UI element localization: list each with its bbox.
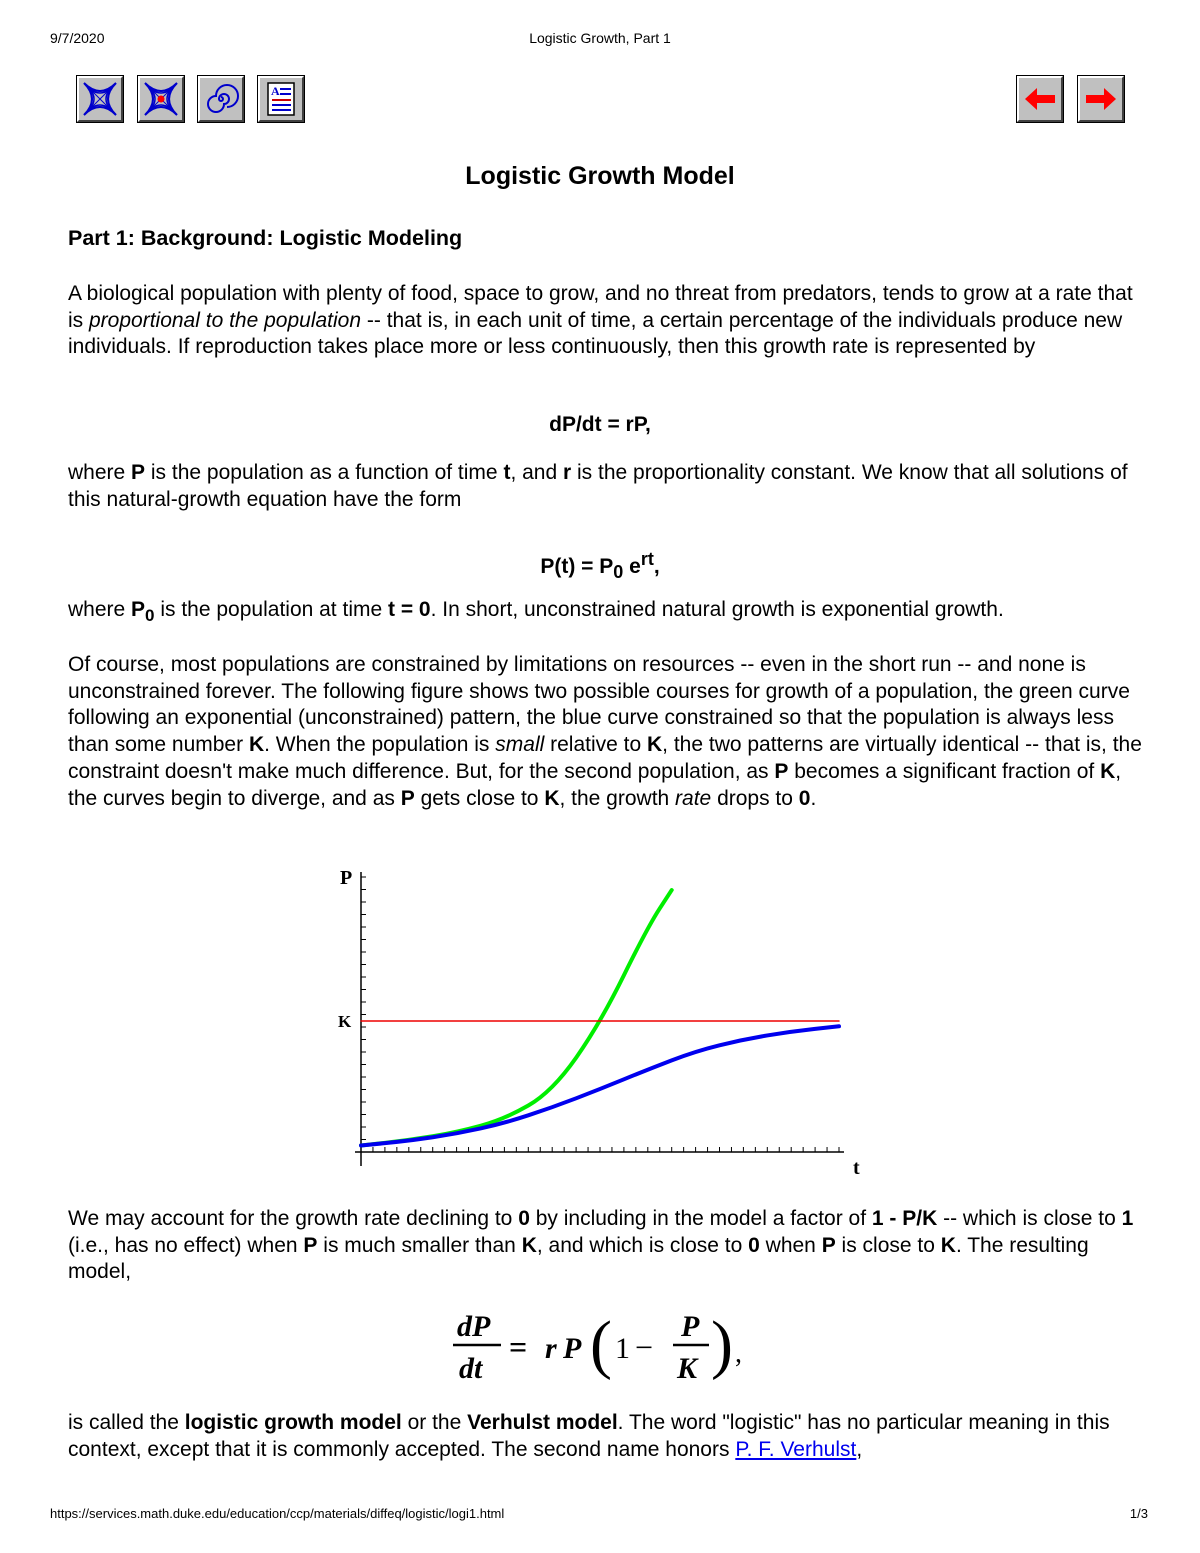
formula-r: r: [545, 1332, 557, 1365]
formula-P: P: [563, 1332, 582, 1365]
nav-button-star-node[interactable]: [77, 76, 123, 122]
formula-comma: ,: [735, 1338, 742, 1369]
verhulst-link[interactable]: P. F. Verhulst: [735, 1437, 857, 1461]
previous-page-button[interactable]: [1017, 76, 1063, 122]
paragraph-natural-growth: where P is the population as a function of time t, and r is the proportionality constant. We know that all solutions of this natural-growth equation have the form: [68, 461, 1128, 511]
series-exponential-line: [361, 890, 672, 1145]
nav-button-star-node-red[interactable]: [138, 76, 184, 122]
formula-minus: −: [635, 1329, 654, 1365]
paragraph-initial-population: where $P_0$ is the population at time t = 0. In short, unconstrained natural growth is exponential growth.: [68, 598, 1004, 626]
print-page-number: 1/3: [1129, 1506, 1148, 1521]
formula-one: 1: [615, 1332, 630, 1365]
formula-open-paren: (: [590, 1308, 612, 1381]
arrow-right-icon: [1082, 80, 1120, 118]
spiral-icon: [202, 80, 240, 118]
growth-chart: [330, 860, 870, 1180]
arrow-left-icon: [1021, 80, 1059, 118]
document-list-icon: [262, 80, 300, 118]
formula-equals: =: [509, 1329, 528, 1365]
series-logistic-line: [361, 1026, 839, 1145]
formula-den-K: K: [677, 1352, 698, 1385]
paragraph-intro: A biological population with plenty of food, space to grow, and no threat from predators, tends to grow at a rate that is proportional to the population -- that is, in each unit of time, a certain percentage of the individuals produce new individuals. If reproduction takes place more or less continuously, then this growth rate is represented by: [68, 282, 1133, 359]
chart-k-label: K: [338, 1012, 352, 1032]
chart-series: [361, 890, 839, 1145]
formula-num-P: P: [681, 1310, 700, 1343]
print-url: https://services.math.duke.edu/education/ccp/materials/diffeq/logistic/logi1.html: [50, 1506, 505, 1521]
formula-dP: dP: [457, 1310, 491, 1343]
nav-button-document[interactable]: [258, 76, 304, 122]
paragraph-verhulst: is called the logistic growth model or the Verhulst model. The word "logistic" has no particular meaning in this context, except that it is commonly accepted. The second name honors P. F. Verhulst,: [68, 1411, 1110, 1461]
formula-close-paren: ): [711, 1308, 733, 1381]
logistic-equation: [445, 1308, 765, 1388]
chart-x-axis-label: t: [853, 1157, 860, 1179]
nav-button-spiral[interactable]: [198, 76, 244, 122]
section-heading: Part 1: Background: Logistic Modeling: [68, 226, 463, 250]
equation-natural-growth: dP/dt = rP,: [549, 413, 651, 436]
print-date: 9/7/2020: [50, 30, 105, 46]
paragraph-constrained-growth: Of course, most populations are constrained by limitations on resources -- even in the short run -- and none is unconstrained forever. The following figure shows two possible courses for growth of a population, the green curve following an exponential (unconstrained) pattern, the blue curve constrained so that the population is always less than some number K. When the population is small relative to K, the two patterns are virtually identical -- that is, the constraint doesn't make much difference. But, for the second population, as P becomes a significant fraction of K, the curves begin to diverge, and as P gets close to K, the growth rate drops to 0.: [68, 653, 1142, 810]
next-page-button[interactable]: [1078, 76, 1124, 122]
svg-text:A: A: [271, 84, 280, 98]
chart-y-axis-label: P: [340, 867, 353, 889]
formula-dt: dt: [459, 1352, 483, 1385]
print-title: Logistic Growth, Part 1: [529, 30, 671, 46]
star-node-icon: [81, 80, 119, 118]
star-node-red-icon: [142, 80, 180, 118]
paragraph-growth-factor: We may account for the growth rate declining to 0 by including in the model a factor of 1 - P/K -- which is close to 1 (i.e., has no effect) when P is much smaller than K, and which is close to 0 when P is close to K. The resulting model,: [68, 1207, 1134, 1284]
page-title: Logistic Growth Model: [465, 162, 735, 190]
equation-exponential-solution: $P(t) = P_0$ $e^{rt}$,: [540, 549, 660, 583]
